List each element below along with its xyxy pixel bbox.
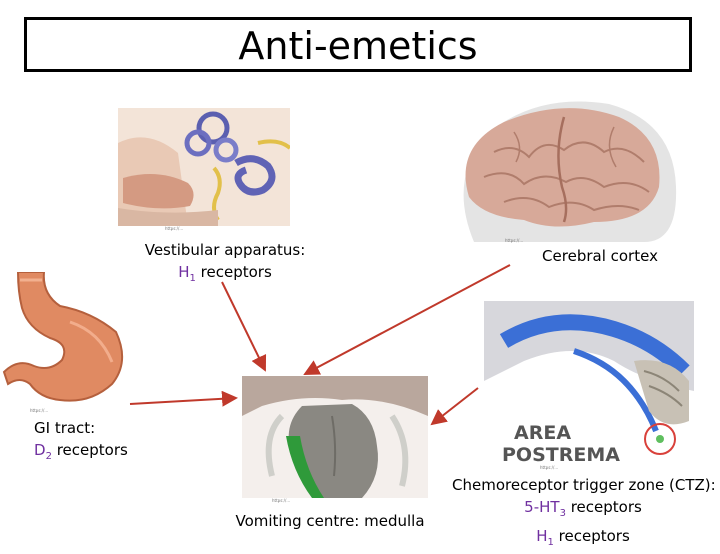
- d-receptor-symbol: $D_2$: [34, 441, 52, 462]
- brain-image-credit: https://...: [505, 238, 524, 243]
- cortex-label: Cerebral cortex: [542, 247, 658, 265]
- h-receptor-symbol: $H_1$: [178, 263, 196, 284]
- medulla-image-credit: https://...: [272, 498, 291, 503]
- ear-image-credit: https://...: [165, 226, 184, 231]
- arrow-gi-to-medulla: [130, 398, 236, 404]
- vomiting-label: Vomiting centre: medulla: [235, 512, 425, 530]
- gi-line1: GI tract:: [34, 419, 96, 437]
- arrow-ctz-to-medulla: [432, 388, 478, 424]
- ctz-5ht3-receptors: $5-HT_3$ receptors: [524, 498, 642, 519]
- ctz-line1: Chemoreceptor trigger zone (CTZ):: [452, 476, 716, 494]
- area-postrema-line2: POSTREMA: [502, 444, 620, 466]
- vestibular-line1: Vestibular apparatus:: [144, 241, 306, 259]
- arrow-cortex-to-medulla: [305, 265, 510, 374]
- stomach-image-credit: https://...: [30, 408, 49, 413]
- arrow-vestibular-to-medulla: [222, 282, 265, 370]
- ctz-h1-receptors: $H_1$ receptors: [536, 527, 630, 548]
- area-postrema-image-credit: https://...: [540, 465, 559, 470]
- gi-receptors: $D_2$ receptors: [34, 441, 128, 462]
- page-title: Anti-emetics: [238, 24, 478, 68]
- vestibular-receptors: $H_1$ receptors: [178, 263, 272, 284]
- area-postrema-line1: AREA: [514, 422, 572, 444]
